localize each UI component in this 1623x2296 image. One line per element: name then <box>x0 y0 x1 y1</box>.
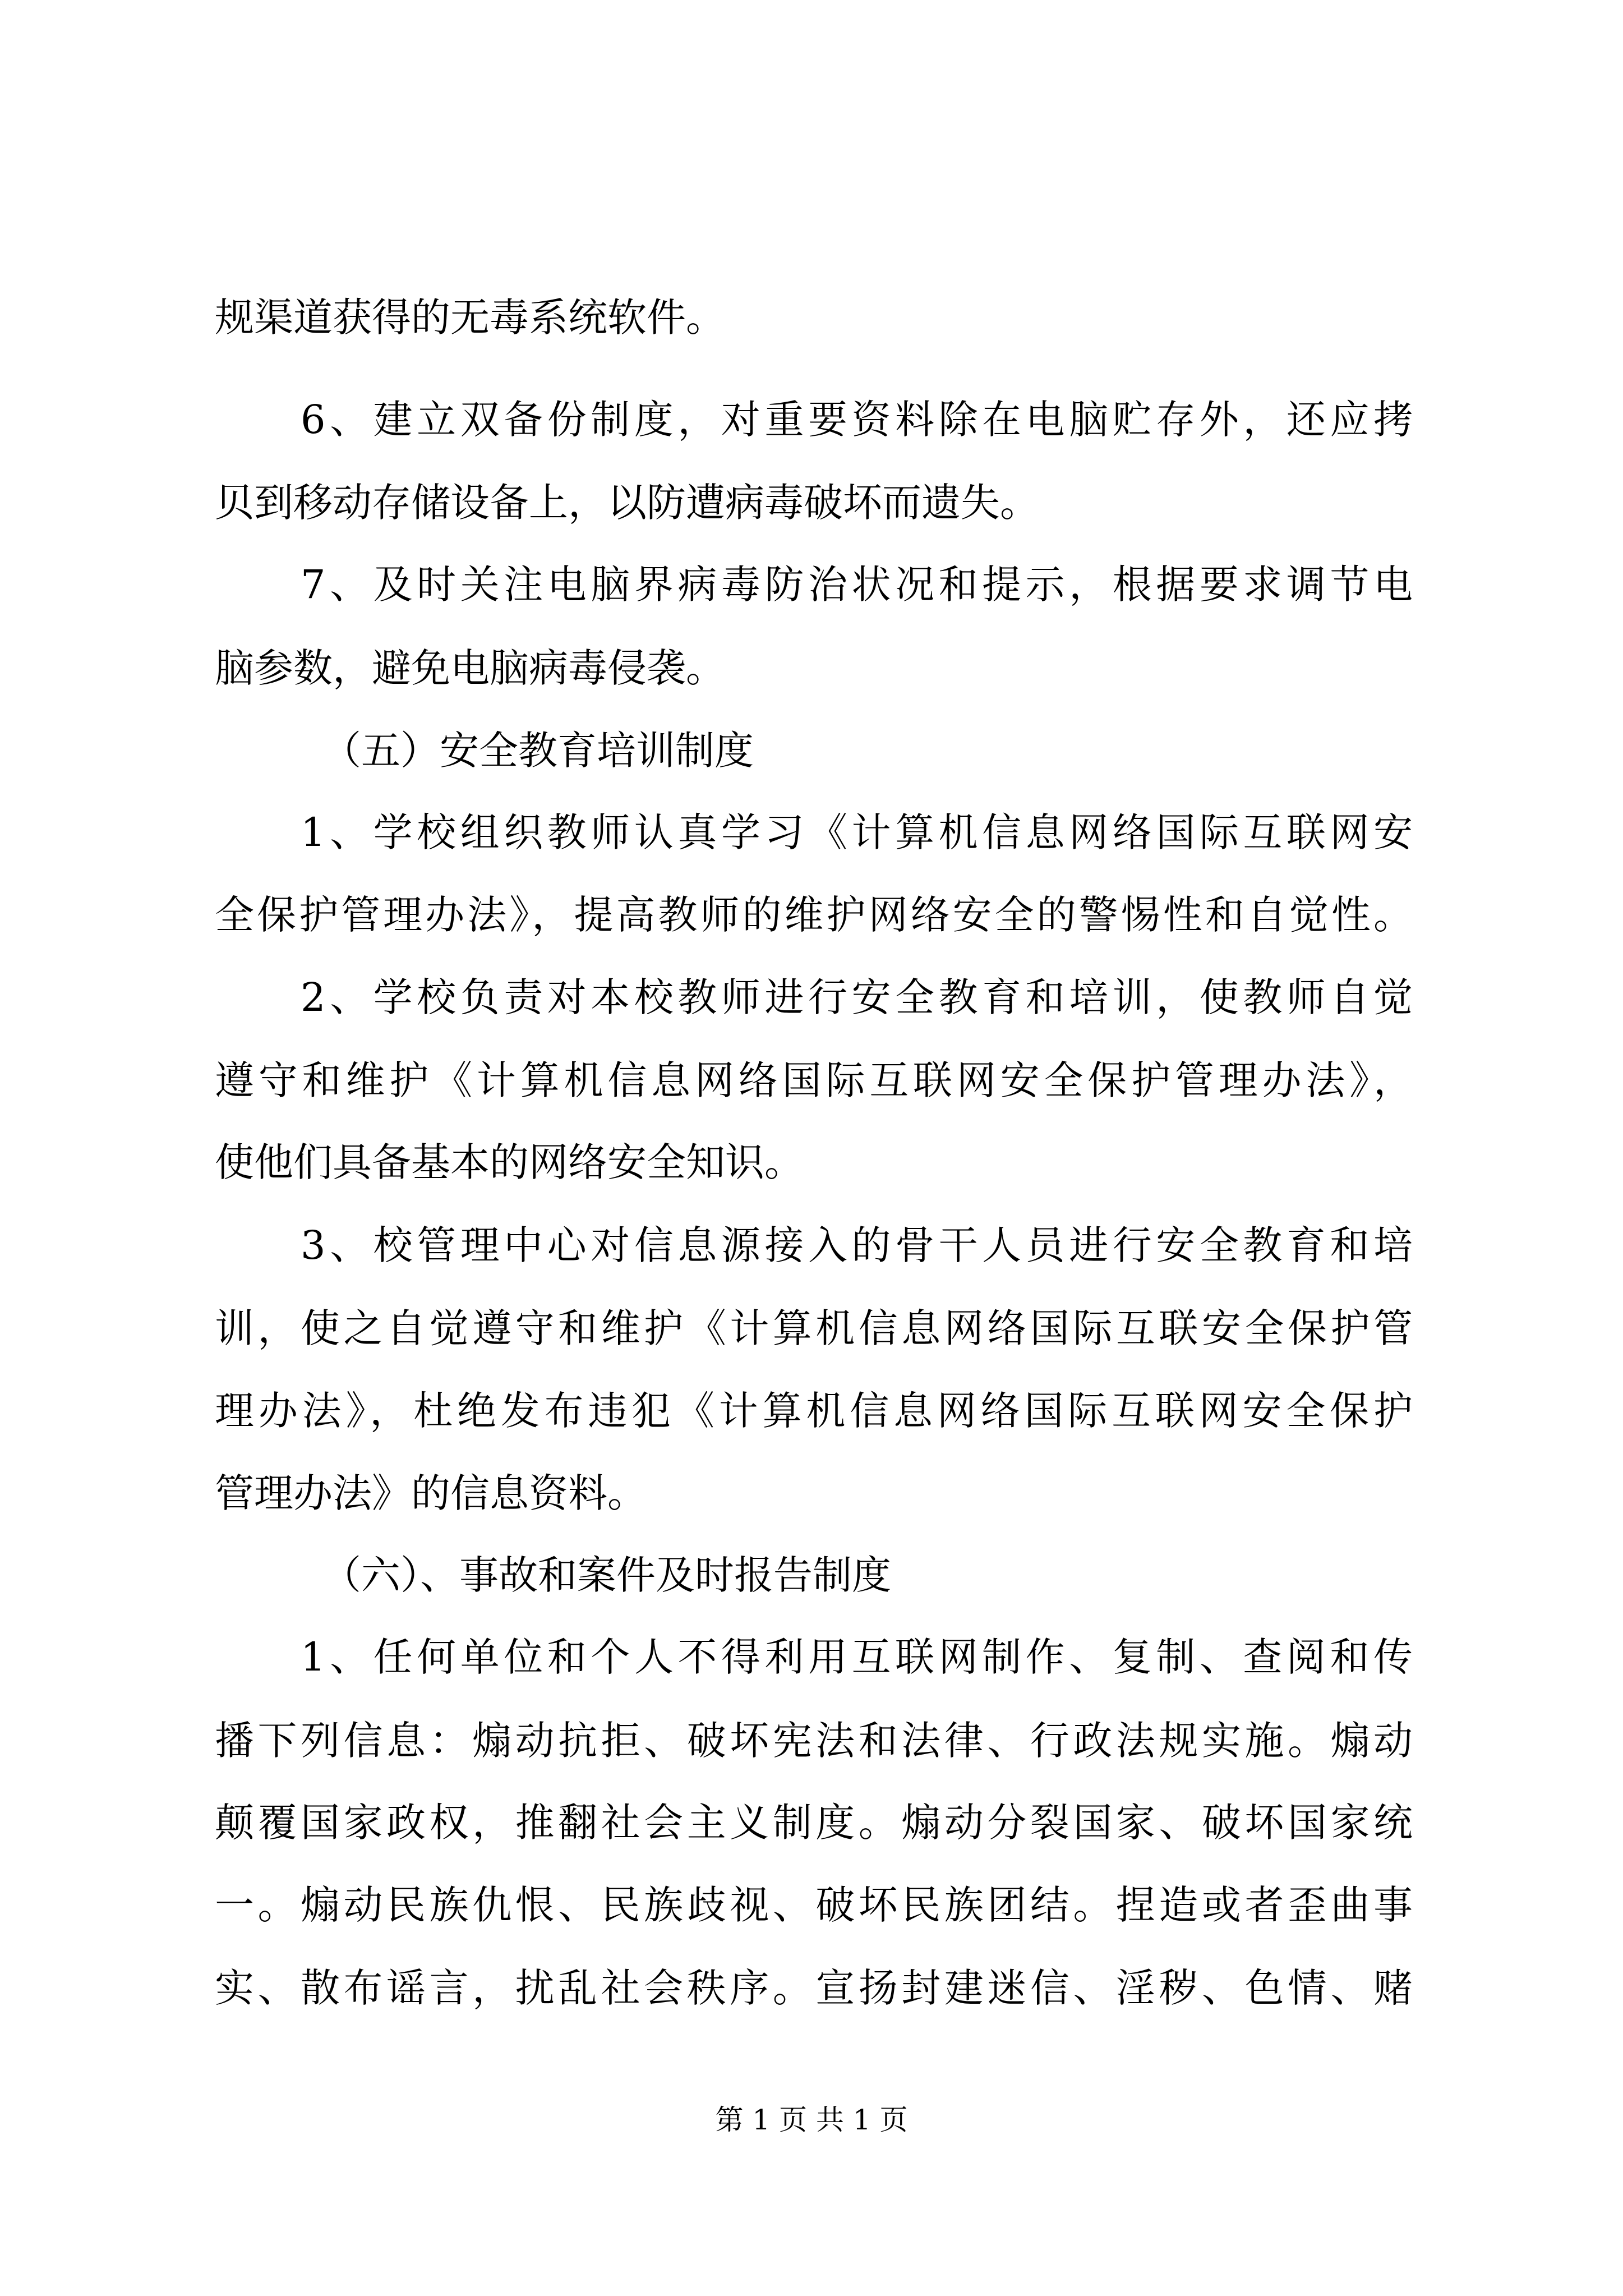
section-5-item-2-line-3: 使他们具备基本的网络安全知识。 <box>215 1139 804 1185</box>
section-5-item-2-line-1: 2、学校负责对本校教师进行安全教育和培训，使教师自觉 <box>301 974 1413 1020</box>
page-footer: 第 1 页 共 1 页 <box>715 2104 908 2136</box>
section-5-item-1-line-2: 全保护管理办法》，提高教师的维护网络安全的警惕性和自觉性。 <box>215 892 1413 938</box>
section-6-item-1-line-4: 一。煽动民族仇恨、民族歧视、破坏民族团结。捏造或者歪曲事 <box>215 1882 1413 1928</box>
paragraph-7-line-2: 脑参数，避免电脑病毒侵袭。 <box>215 645 725 691</box>
section-5-item-1-line-1: 1、学校组织教师认真学习《计算机信息网络国际互联网安 <box>301 809 1413 855</box>
section-5-item-3-line-4: 管理办法》的信息资料。 <box>215 1470 647 1516</box>
section-6-item-1-line-1: 1、任何单位和个人不得利用互联网制作、复制、查阅和传 <box>301 1634 1413 1680</box>
section-6-item-1-line-5: 实、散布谣言，扰乱社会秩序。宣扬封建迷信、淫秽、色情、赌 <box>215 1965 1413 2011</box>
paragraph-6-line-1: 6、建立双备份制度，对重要资料除在电脑贮存外，还应拷 <box>301 397 1413 443</box>
paragraph-7-line-1: 7、及时关注电脑界病毒防治状况和提示，根据要求调节电 <box>301 562 1413 608</box>
paragraph-6-line-2: 贝到移动存储设备上，以防遭病毒破坏而遗失。 <box>215 480 1039 526</box>
section-5-item-3-line-2: 训，使之自觉遵守和维护《计算机信息网络国际互联安全保护管 <box>215 1305 1413 1351</box>
section-5-item-2-line-2: 遵守和维护《计算机信息网络国际互联网安全保护管理办法》， <box>215 1057 1413 1103</box>
section-heading-6: （六）、事故和案件及时报告制度 <box>322 1552 891 1598</box>
section-6-item-1-line-2: 播下列信息：煽动抗拒、破坏宪法和法律、行政法规实施。煽动 <box>215 1718 1413 1764</box>
section-5-item-3-line-1: 3、校管理中心对信息源接入的骨干人员进行安全教育和培 <box>301 1222 1413 1268</box>
section-heading-5: （五）安全教育培训制度 <box>322 728 754 774</box>
section-5-item-3-line-3: 理办法》，杜绝发布违犯《计算机信息网络国际互联网安全保护 <box>215 1388 1413 1434</box>
body-text-line: 规渠道获得的无毒系统软件。 <box>215 295 725 341</box>
section-6-item-1-line-3: 颠覆国家政权，推翻社会主义制度。煽动分裂国家、破坏国家统 <box>215 1800 1413 1846</box>
